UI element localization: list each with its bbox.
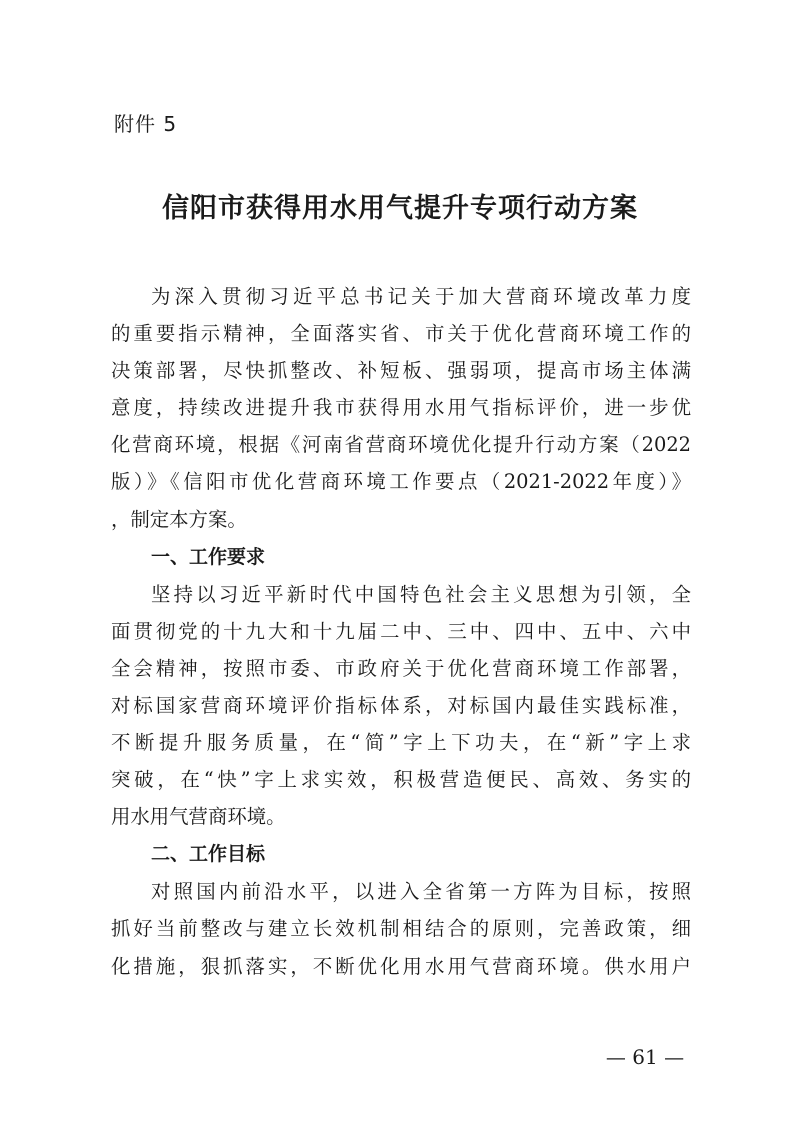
paragraph-line: 面贯彻党的十九大和十九届二中、三中、四中、五中、六中 bbox=[111, 619, 691, 643]
document-body bbox=[111, 278, 691, 985]
paragraph-line: 对照国内前沿水平，以进入全省第一方阵为目标，按照 bbox=[151, 880, 691, 904]
paragraph-line: 坚持以习近平新时代中国特色社会主义思想为引领，全 bbox=[151, 582, 691, 606]
paragraph-line: 化营商环境，根据《河南省营商环境优化提升行动方案（2022 bbox=[111, 433, 691, 457]
paragraph-line: 用水用气营商环境。 bbox=[111, 805, 286, 829]
paragraph-line: 版）》《信阳市优化营商环境工作要点（2021-2022年度）》 bbox=[111, 470, 691, 494]
paragraph-line: 化措施，狠抓落实，不断优化用水用气营商环境。供水用户 bbox=[111, 954, 691, 978]
paragraph-line: 决策部署，尽快抓整改、补短板、强弱项，提高市场主体满 bbox=[111, 359, 691, 383]
paragraph-line: 突破，在“快”字上求实效，积极营造便民、高效、务实的 bbox=[111, 768, 691, 792]
page-number: — 61 — bbox=[605, 1045, 685, 1069]
paragraph-line: 抓好当前整改与建立长效机制相结合的原则，完善政策，细 bbox=[111, 917, 691, 941]
paragraph-line: 全会精神，按照市委、市政府关于优化营商环境工作部署， bbox=[111, 656, 691, 680]
paragraph-line: 意度，持续改进提升我市获得用水用气指标评价，进一步优 bbox=[111, 396, 691, 420]
paragraph-line: 的重要指示精神，全面落实省、市关于优化营商环境工作的 bbox=[111, 322, 691, 346]
paragraph-line: ，制定本方案。 bbox=[111, 507, 247, 531]
attachment-label: 附件 5 bbox=[114, 112, 178, 136]
paragraph-line: 为深入贯彻习近平总书记关于加大营商环境改革力度 bbox=[151, 285, 691, 308]
paragraph-line: 对标国家营商环境评价指标体系，对标国内最佳实践标准， bbox=[111, 693, 691, 717]
document-title: 信阳市获得用水用气提升专项行动方案 bbox=[162, 193, 638, 224]
section-heading: 一、工作要求 bbox=[151, 545, 266, 568]
paragraph-line: 不断提升服务质量，在“简”字上下功夫，在“新”字上求 bbox=[111, 731, 691, 755]
section-heading: 二、工作目标 bbox=[151, 843, 266, 866]
